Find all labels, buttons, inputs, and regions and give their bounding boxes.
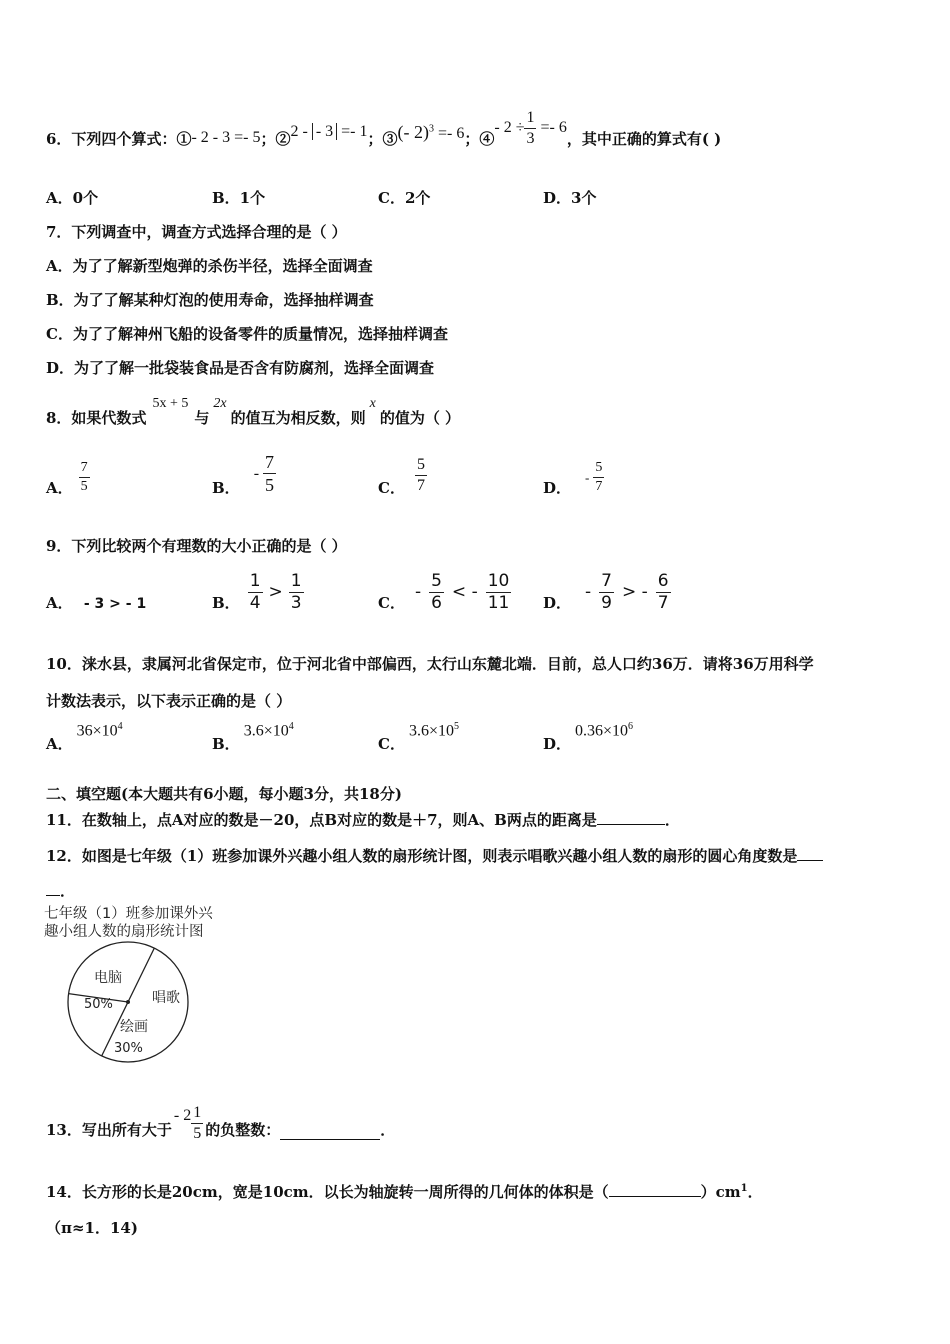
fraction: $\frac{7}{5}$ <box>80 460 88 494</box>
slice-label-singing: 唱歌 <box>152 990 180 1006</box>
question-8: 8．如果代数式 5x + 5 与 2x 的值互为相反数，则 x 的值为（ ） <box>46 396 461 427</box>
q10-option-d: D． $0.36\times 10^6$ <box>543 720 634 753</box>
fraction: $\frac{5}{7}$ <box>416 456 425 494</box>
slice-percent-computer: 50% <box>84 997 113 1012</box>
q9-option-d: D． - $\frac{7}{9}$ > - $\frac{6}{7}$ <box>543 570 669 613</box>
question-7: 7．下列调查中，调查方式选择合理的是（ ） <box>46 223 347 241</box>
q6-expr-2: 2 - - 3 =- 1 <box>290 123 368 140</box>
q8-var: x <box>369 396 376 411</box>
q9-option-b: B． $\frac{1}{4}$ > $\frac{1}{3}$ <box>212 570 302 613</box>
question-12-blank-end: ． <box>46 880 75 901</box>
q6-expr-3: (- 2)$^3$ =- 6 <box>397 121 465 142</box>
question-13: 13．写出所有大于 - 2 $\frac{1}{5}$ 的负整数： ． <box>46 1104 396 1142</box>
fraction: $\frac{5}{7}$ <box>595 460 603 494</box>
q8-expr-a: 5x + 5 <box>152 396 189 411</box>
q8-option-a: A． $\frac{7}{5}$ <box>46 460 88 497</box>
fraction: $\frac{1}{4}$ <box>249 570 261 613</box>
q8-option-b: B． - $\frac{7}{5}$ <box>212 452 275 497</box>
slice-label-drawing: 绘画 <box>120 1019 148 1035</box>
q9-option-a: A． - 3 > - 1 <box>46 594 147 612</box>
q6-sep-3: ；④ <box>464 129 495 148</box>
fraction: $\frac{7}{5}$ <box>265 452 275 495</box>
q6-option-b: B．1个 <box>212 189 266 207</box>
fraction: $\frac{1}{3}$ <box>290 570 302 613</box>
slice-label-computer: 电脑 <box>94 970 122 986</box>
q8-option-d: D． - $\frac{5}{7}$ <box>543 460 603 497</box>
q7-option-a: A．为了了解新型炮弹的杀伤半径，选择全面调查 <box>46 257 373 275</box>
q6-suffix: ，其中正确的算式有( ) <box>566 129 722 148</box>
q6-option-c: C．2个 <box>378 189 431 207</box>
question-9: 9．下列比较两个有理数的大小正确的是（ ） <box>46 537 347 555</box>
q10-option-b: B． $3.6\times 10^4$ <box>212 720 294 753</box>
answer-blank[interactable] <box>46 881 60 896</box>
question-10-line-2: 计数法表示，以下表示正确的是（ ） <box>46 692 292 710</box>
absolute-value: - 3 <box>312 123 337 140</box>
q6-prefix: 6．下列四个算式：① <box>46 129 192 148</box>
q7-option-c: C．为了了解神州飞船的设备零件的质量情况，选择抽样调查 <box>46 325 448 343</box>
answer-blank[interactable] <box>280 1125 380 1140</box>
question-14-note: （π≈1．14) <box>46 1219 138 1237</box>
q7-option-b: B．为了了解某种灯泡的使用寿命，选择抽样调查 <box>46 291 374 309</box>
answer-blank[interactable] <box>797 846 823 861</box>
fraction: $\frac{7}{9}$ <box>601 570 612 613</box>
section-2-title: 二、填空题(本大题共有6小题，每小题3分，共18分) <box>46 785 402 803</box>
slice-percent-drawing: 30% <box>114 1041 143 1056</box>
pie-chart <box>44 940 244 1070</box>
q10-option-a: A． $36\times 10^4$ <box>46 720 123 753</box>
question-10-line-1: 10．涞水县，隶属河北省保定市，位于河北省中部偏西，太行山东麓北端．目前，总人口约36万．请将36万用科学 <box>46 655 814 673</box>
q7-option-d: D．为了了解一批袋装食品是否含有防腐剂，选择全面调查 <box>46 359 435 377</box>
fraction: $\frac{5}{6}$ <box>431 570 442 613</box>
question-11: 11．在数轴上，点A对应的数是－20，点B对应的数是＋7，则A、B两点的距离是 ． <box>46 811 680 829</box>
question-6 <box>46 108 722 158</box>
q6-option-d: D．3个 <box>543 189 597 207</box>
chart-title-line-1: 七年级（1）班参加课外兴 <box>44 906 213 922</box>
answer-blank[interactable] <box>597 810 665 825</box>
fraction: $\frac{10}{11}$ <box>487 570 510 613</box>
fraction: $\frac{6}{7}$ <box>657 570 669 613</box>
chart-title-line-2: 趣小组人数的扇形统计图 <box>44 924 204 940</box>
pie-center-dot <box>126 1000 130 1004</box>
q6-expr-4: - 2 ÷ $\frac{1}{3}$ =- 6 <box>494 108 567 147</box>
q6-expr-1: - 2 - 3 =- 5 <box>191 129 261 146</box>
q10-option-c: C． $3.6\times 10^5$ <box>378 720 459 753</box>
question-12: 12．如图是七年级（1）班参加课外兴趣小组人数的扇形统计图，则表示唱歌兴趣小组人数的扇形的圆心角度数是 <box>46 845 823 866</box>
pie-chart-figure <box>44 905 244 1070</box>
q8-option-c: C． $\frac{5}{7}$ <box>378 456 425 497</box>
question-14: 14．长方形的长是20cm，宽是10cm．以长为轴旋转一周所得的几何体的体积是（ ）$cm^1$． <box>46 1183 763 1201</box>
q9-option-c: C． - $\frac{5}{6}$ < - $\frac{10}{11}$ <box>378 570 510 613</box>
q6-option-a: A．0个 <box>46 189 99 207</box>
q6-sep-2: ；③ <box>367 129 398 148</box>
q8-expr-b: 2x <box>213 396 227 411</box>
slice-boundary-0 <box>128 948 154 1002</box>
q6-sep-1: ；② <box>260 129 291 148</box>
answer-blank[interactable] <box>609 1182 701 1197</box>
fraction: $\frac{1}{3}$ <box>526 108 535 147</box>
fraction: $\frac{1}{5}$ <box>193 1104 202 1142</box>
